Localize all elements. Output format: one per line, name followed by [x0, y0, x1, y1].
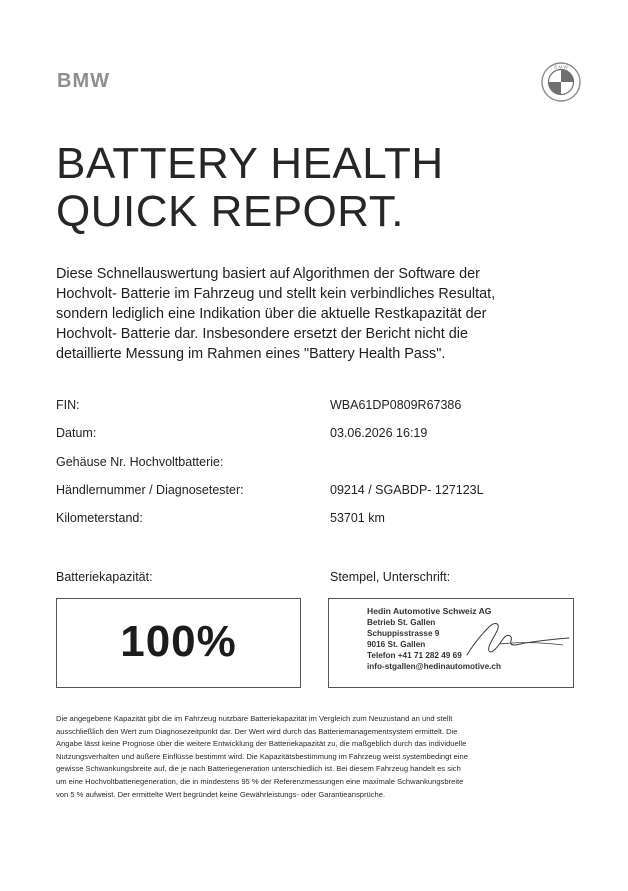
title-line-1: BATTERY HEALTH [56, 139, 444, 188]
datum-label: Datum: [56, 426, 97, 440]
gehaeuse-label: Gehäuse Nr. Hochvoltbatterie: [56, 455, 224, 469]
capacity-value: 100% [120, 617, 237, 666]
intro-line: sondern lediglich eine Indikation über die aktuelle Restkapazität der [56, 306, 487, 322]
fin-label: FIN: [56, 398, 80, 412]
km-label: Kilometerstand: [56, 511, 143, 525]
svg-text:B M W: B M W [554, 64, 568, 70]
stamp-line: 9016 St. Gallen [367, 640, 426, 649]
handwritten-signature [459, 609, 571, 659]
stamp-line: info-stgallen@hedinautomotive.ch [367, 662, 501, 671]
capacity-box [56, 598, 301, 688]
disclaimer-line: gewisse Schwankungsbreite auf, die je nach Batteriegeneration unterschiedlich ist. Bei diesem Fahrzeug handelt es sich [56, 764, 461, 774]
stamp-label: Stempel, Unterschrift: [330, 570, 451, 584]
disclaimer-line: Nutzungsverhalten und äußere Einflüsse bestimmt wird. Die Kapazitätsbestimmung im Fahrzeug weist systembedingt eine [56, 751, 468, 761]
haendler-label: Händlernummer / Diagnosetester: [56, 483, 244, 497]
page-title [56, 140, 596, 236]
datum-value: 03.06.2026 16:19 [330, 426, 428, 440]
title-line-2: QUICK REPORT. [56, 187, 404, 236]
intro-line: Hochvolt- Batterie dar. Insbesondere ersetzt der Bericht nicht die [56, 326, 468, 342]
haendler-value: 09214 / SGABDP- 127123L [330, 483, 484, 497]
km-value: 53701 km [330, 511, 385, 525]
capacity-label: Batteriekapazität: [56, 570, 153, 584]
disclaimer-text [56, 713, 576, 801]
intro-line: detaillierte Messung im Rahmen eines "Battery Health Pass". [56, 346, 446, 362]
disclaimer-line: von 5 % aufweist. Der ermittelte Wert begründet keine Gewährleistungs- oder Garantieansprüche. [56, 789, 386, 799]
disclaimer-line: Die angegebene Kapazität gibt die im Fahrzeug nutzbare Batteriekapazität im Vergleich zum Neuzustand an und stellt [56, 714, 453, 723]
disclaimer-line: Angabe lässt keine Prognose über die weitere Entwicklung der Batteriekapazität zu, die maßgeblich durch das individuelle [56, 739, 467, 749]
stamp-line: Hedin Automotive Schweiz AG [367, 606, 492, 616]
fin-value: WBA61DP0809R67386 [330, 398, 462, 412]
bmw-roundel-icon [541, 62, 581, 102]
disclaimer-line: um eine Hochvoltbatteriegeneration, die in mindestens 95 % der Referenzmessungen eine maximale Schwankungsbreite [56, 776, 464, 786]
stamp-line: Schuppisstrasse 9 [367, 629, 440, 638]
stamp-box [328, 598, 574, 688]
intro-paragraph [56, 264, 586, 364]
brand-wordmark: BMW [57, 70, 110, 92]
intro-line: Hochvolt- Batterie im Fahrzeug und stellt kein verbindliches Resultat, [56, 286, 496, 302]
stamp-line: Telefon +41 71 282 49 69 [367, 651, 462, 660]
disclaimer-line: ausschließlich den Wert zum Diagnosezeitpunkt dar. Der Wert wird durch das Batteriemanagementsystem ermittelt. Die [56, 726, 458, 736]
intro-line: Diese Schnellauswertung basiert auf Algorithmen der Software der [56, 266, 480, 282]
stamp-line: Betrieb St. Gallen [367, 618, 436, 627]
